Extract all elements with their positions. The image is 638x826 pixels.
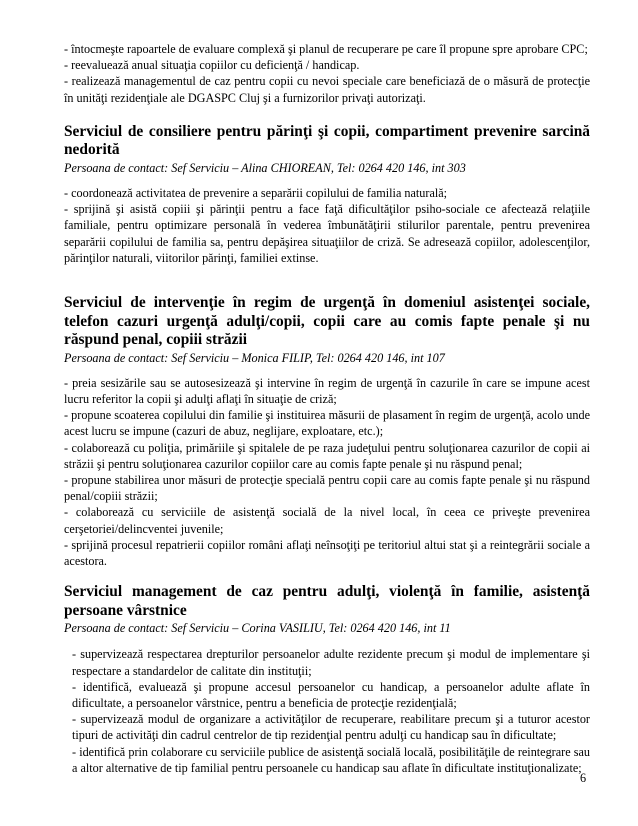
list-item: - coordonează activitatea de prevenire a separării copilului de familia naturală; [64,186,448,200]
list-item: - supervizează respectarea drepturilor persoanelor adulte rezidente precum şi modul de implementare şi respectare a standardelor de calitate din instituţii; [72,647,590,678]
page-number: 6 [580,771,587,785]
page-content [64,41,590,776]
section-title-consiliere: Serviciul de consiliere pentru părinţi şi copii, compartiment prevenire sarcină nedorită [64,122,590,159]
contact-line: Persoana de contact: Sef Serviciu – Corina VASILIU, Tel: 0264 420 146, int 11 [64,621,451,636]
list-item: - colaborează cu serviciile de asistenţă socială de la nivel local, în ceea ce priveşte prevenirea cerşetoriei/delincventei juvenile; [64,505,590,536]
contact-line: Persoana de contact: Sef Serviciu – Monica FILIP, Tel: 0264 420 146, int 107 [64,350,445,365]
contact-line: Persoana de contact: Sef Serviciu – Alina CHIOREAN, Tel: 0264 420 146, int 303 [64,161,466,175]
list-item: - propune stabilirea unor măsuri de protecţie specială pentru copii care au comis fapte penale şi nu răspund penal/copiii străzii; [64,473,590,504]
list-item: - sprijină procesul repatrierii copiilor români aflaţi neînsoţiţi pe teritoriul altui stat şi a reintegrării sociale a acestora. [64,537,590,569]
list-item: - supervizează modul de organizare a activităţilor de recuperare, reabilitare precum şi a tuturor acestor tipuri de activităţi din cadrul centrelor de tip rezidenţial pentru adulţi cu handicap sau în dificultate; [72,712,590,743]
list-item: - propune scoaterea copilului din familie şi instituirea măsurii de plasament în regim de urgenţă, acolo unde acest lucru se impune (cazuri de abuz, neglijare, exploatare, etc.); [64,408,590,439]
intro-item: - întocmeşte rapoartele de evaluare complexă şi planul de recuperare pe care îl propune spre aprobare CPC; [64,42,588,56]
intro-item: - reevaluează anual situaţia copiilor cu deficienţă / handicap. [64,58,360,73]
list-item: - colaborează cu poliţia, primăriile şi spitalele de pe raza judeţului pentru soluţionarea cazurilor de copii ai străzii şi pentru soluţionarea cazurilor copiilor care au comis fapte penale şi nu răspund penal; [64,440,590,471]
list-item: - identifică prin colaborare cu serviciile publice de asistenţă socială locală, posibilităţile de reintegrare sau a altor alternative de tip familial pentru persoanele cu handicap sau aflate în dificultate instituţionalizate; [72,744,590,775]
intro-item: - realizează managementul de caz pentru copii cu nevoi speciale care beneficiază de o măsură de protecţie în unităţi rezidenţiale ale DGASPC Cluj şi a furnizorilor privaţi autorizaţi. [64,74,590,105]
list-item: - identifică, evaluează şi propune accesul persoanelor cu handicap, a persoanelor adulte aflate în dificultate, a persoanelor vârstnice, pentru a beneficia de protecţie rezidenţială; [72,679,590,711]
section-title-interventie-urgenta: Serviciul de intervenţie în regim de urgenţă în domeniul asistenţei sociale, telefon cazuri urgenţă adulţi/copii, copii care au comis fapte penale şi nu răspund penal, copiii străzii [64,294,590,349]
list-item: - sprijină şi asistă copiii şi părinţii pentru a face faţă dificultăţilor psiho-sociale ce afectează relaţiile familiale, pentru optimizare personală în vederea îmbunătăţirii stilurilor parentale, pentru prevenirea separării copilului de familia sa, pentru depăşirea situaţiilor de criză. Se adresează copiilor, adolescenţilor, părinţilor naturali, viitorilor părinţi, familiei extinse. [64,202,590,265]
section-title-management-caz-adulti: Serviciul management de caz pentru adulţi, violenţă în familie, asistenţă persoane vârstnice [64,583,590,619]
list-item: - preia sesizările sau se autosesizează şi intervine în regim de urgenţă în cazurile în care se impune acest lucru referitor la copii şi adulţi aflaţi în situaţie de criză; [64,375,590,406]
indented-list [64,646,590,776]
